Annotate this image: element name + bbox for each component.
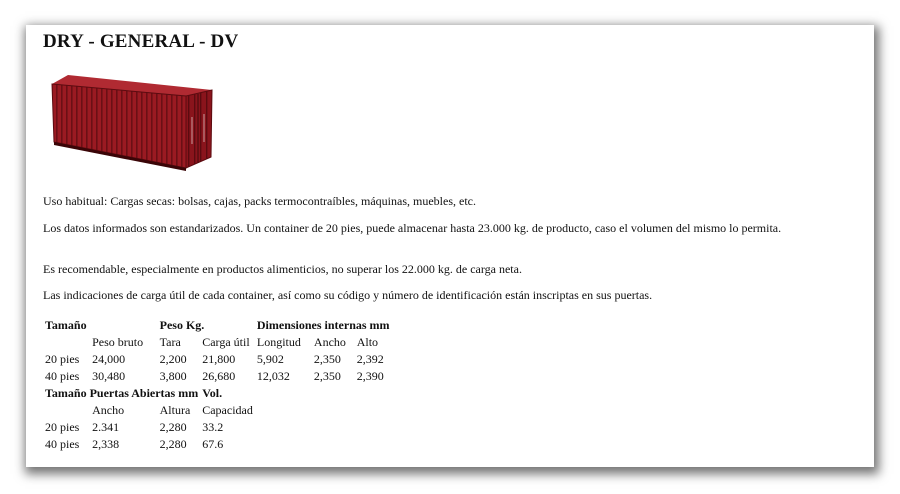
table-row (43, 419, 392, 436)
subheader-alto: Alto (356, 335, 379, 349)
subheader-tara: Tara (159, 335, 181, 349)
cell-size: 20 pies (45, 420, 80, 434)
subheader-capacidad: Capacidad (202, 403, 253, 417)
header-vol: Vol. (202, 386, 223, 400)
cell-puerta-ancho: 2,338 (92, 437, 120, 451)
subheader-puerta-altura: Altura (159, 403, 191, 417)
cell-ancho: 2,350 (313, 369, 341, 383)
usage-paragraph: Uso habitual: Cargas secas: bolsas, cajas, packs termocontraíbles, máquinas, muebles, etc. (43, 194, 476, 208)
cell-alto: 2,392 (356, 352, 384, 366)
cell-puerta-altura: 2,280 (159, 420, 187, 434)
header-puertas: Tamaño Puertas Abiertas mm (45, 386, 199, 400)
cell-carga-util: 21,800 (202, 352, 236, 366)
recommendation-paragraph: Es recomendable, especialmente en productos alimenticios, no superar los 22.000 kg. de carga neta. (43, 262, 522, 276)
cell-capacidad: 67.6 (202, 437, 224, 451)
cell-tara: 3,800 (159, 369, 187, 383)
cell-longitud: 5,902 (256, 352, 284, 366)
page-title: DRY - GENERAL - DV (43, 31, 239, 52)
table-subheader-row (43, 334, 392, 351)
standard-data-paragraph: Los datos informados son estandarizados. Un container de 20 pies, puede almacenar hasta 23.000 kg. de producto, caso el volumen del mismo lo permita. (43, 221, 782, 235)
cell-longitud: 12,032 (256, 369, 290, 383)
cell-size: 40 pies (45, 437, 80, 451)
cell-alto: 2,390 (356, 369, 384, 383)
subheader-puerta-ancho: Ancho (92, 403, 125, 417)
header-dimensiones: Dimensiones internas mm (256, 318, 390, 332)
header-tamano: Tamaño (45, 318, 87, 332)
cell-size: 20 pies (45, 352, 80, 366)
container-specs-table (43, 317, 392, 453)
cell-tara: 2,200 (159, 352, 187, 366)
cell-carga-util: 26,680 (202, 369, 236, 383)
cell-puerta-altura: 2,280 (159, 437, 187, 451)
table-header-row (43, 317, 392, 334)
subheader-carga-util: Carga útil (202, 335, 250, 349)
content-card (26, 25, 874, 467)
cell-capacidad: 33.2 (202, 420, 224, 434)
cell-peso-bruto: 30,480 (92, 369, 126, 383)
subheader-peso-bruto: Peso bruto (92, 335, 144, 349)
cell-puerta-ancho: 2.341 (92, 420, 120, 434)
header-peso: Peso Kg. (159, 318, 205, 332)
cell-size: 40 pies (45, 369, 80, 383)
cell-peso-bruto: 24,000 (92, 352, 126, 366)
door-inscription-paragraph: Las indicaciones de carga útil de cada container, así como su código y número de identificación están inscriptas en sus puertas. (43, 288, 653, 302)
subheader-longitud: Longitud (256, 335, 301, 349)
subheader-ancho: Ancho (313, 335, 346, 349)
cell-ancho: 2,350 (313, 352, 341, 366)
doors-subheader-row (43, 402, 392, 419)
shipping-container-image (46, 72, 216, 172)
doors-header-row (43, 385, 392, 402)
table-row (43, 368, 392, 385)
table-row (43, 351, 392, 368)
table-row (43, 436, 392, 453)
